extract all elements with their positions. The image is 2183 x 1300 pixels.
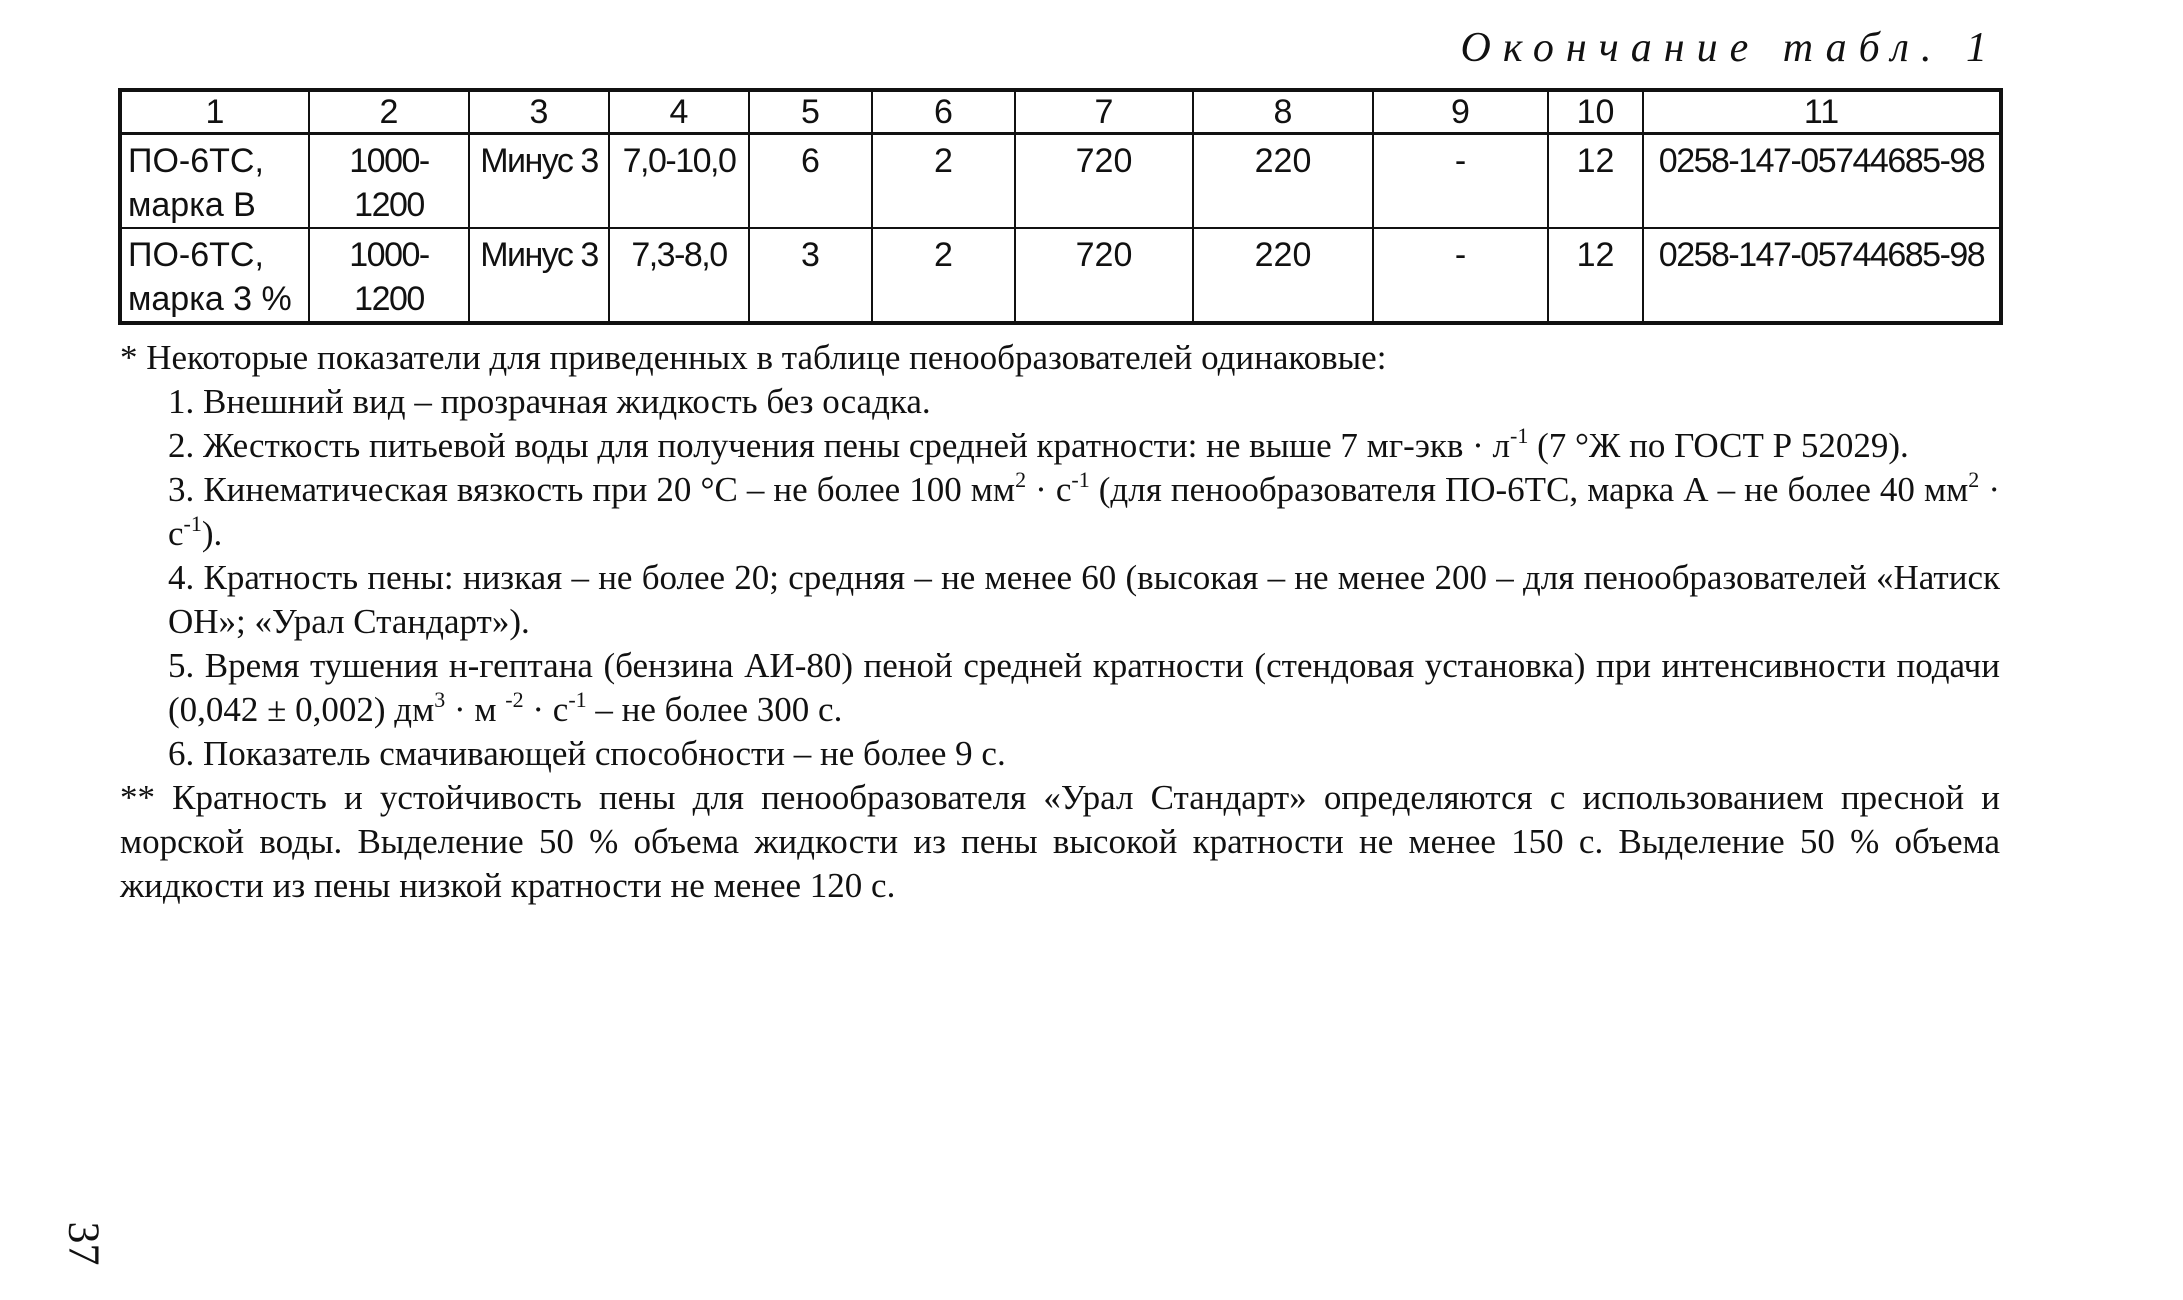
note-item-1: 1. Внешний вид – прозрачная жидкость без осадка.	[168, 382, 931, 421]
table-cell: 6	[749, 134, 872, 229]
header-cell: 7	[1015, 90, 1193, 134]
superscript: -1	[183, 511, 202, 536]
table-cell: 2	[872, 228, 1015, 323]
header-cell: 11	[1643, 90, 2001, 134]
table-cell: 12	[1548, 228, 1643, 323]
table-cell: 7,3-8,0	[609, 228, 749, 323]
note-text: 5. Время тушения н-гептана (бензина АИ-80) пеной средней кратности (стендовая установка) при интенсивности подачи (0,042 ± 0,002) дм	[168, 646, 2000, 729]
note-text: · с	[1026, 470, 1072, 509]
superscript: -1	[568, 687, 587, 712]
product-grade: марка 3 %	[128, 280, 292, 318]
header-cell: 2	[309, 90, 469, 134]
table-cell: 2	[872, 134, 1015, 229]
header-cell: 5	[749, 90, 872, 134]
superscript: 3	[434, 687, 446, 712]
note-text: (7 °Ж по ГОСТ Р 52029).	[1528, 426, 1909, 465]
page-number: 37	[59, 1221, 109, 1266]
note-text: (для пенообразователя ПО-6ТС, марка А – не более 40 мм	[1089, 470, 1969, 509]
header-cell: 1	[120, 90, 309, 134]
table-cell: 720	[1015, 134, 1193, 229]
table-notes	[120, 336, 2000, 908]
header-cell: 9	[1373, 90, 1548, 134]
superscript: -1	[1071, 467, 1090, 492]
table-cell: 7,0-10,0	[609, 134, 749, 229]
header-cell: 3	[469, 90, 609, 134]
product-name: ПО-6ТС,	[128, 142, 264, 180]
header-cell: 4	[609, 90, 749, 134]
note-text: 3. Кинематическая вязкость при 20 °С – не более 100 мм	[168, 470, 1016, 509]
table-row	[120, 228, 2001, 323]
note-text: · м	[445, 690, 506, 729]
product-grade: марка В	[128, 186, 256, 224]
table-cell: 720	[1015, 228, 1193, 323]
table-continuation-title: Окончание табл. 1	[1460, 25, 1999, 71]
table-cell: Минус 3	[469, 134, 609, 229]
note-text: ).	[201, 514, 223, 553]
table-cell: 3	[749, 228, 872, 323]
note-item-3	[120, 468, 2000, 556]
superscript: 2	[1968, 467, 1980, 492]
note-item-4: 4. Кратность пены: низкая – не более 20; средняя – не менее 60 (высокая – не менее 200 – для пенообразователей «Натиск ОН»; «Урал Стандарт»).	[168, 558, 2000, 641]
table-cell: -	[1373, 228, 1548, 323]
table-cell: 12	[1548, 134, 1643, 229]
table-cell: 0258-147-05744685-98	[1643, 134, 2001, 229]
note-intro: * Некоторые показатели для приведенных в таблице пенообразователей одинаковые:	[120, 338, 1387, 377]
table-cell: 1000-1200	[309, 134, 469, 229]
note-text: · с	[168, 470, 2000, 553]
table-row	[120, 134, 2001, 229]
table-cell: 220	[1193, 228, 1373, 323]
table-cell: Минус 3	[469, 228, 609, 323]
table-cell: -	[1373, 134, 1548, 229]
note-text: – не более 300 с.	[586, 690, 843, 729]
superscript: -2	[505, 687, 524, 712]
note-double-asterisk: ** Кратность и устойчивость пены для пенообразователя «Урал Стандарт» определяются с использованием пресной и морской воды. Выделение 50 % объема жидкости из пены высокой кратности не менее 150 с. Выделение 50 % объема жидкости из пены низкой кратности не менее 120 с.	[120, 778, 2000, 905]
note-text: 2. Жесткость питьевой воды для получения пены средней кратности: не выше 7 мг-экв · л	[168, 426, 1510, 465]
header-cell: 10	[1548, 90, 1643, 134]
note-item-2	[120, 424, 2000, 468]
header-cell: 8	[1193, 90, 1373, 134]
superscript: 2	[1015, 467, 1027, 492]
product-name: ПО-6ТС,	[128, 236, 264, 274]
note-item-6: 6. Показатель смачивающей способности – не более 9 с.	[168, 734, 1006, 773]
superscript: -1	[1510, 423, 1529, 448]
spec-table	[118, 88, 2003, 325]
note-text: · с	[523, 690, 569, 729]
table-header-row	[120, 90, 2001, 134]
table-cell: 220	[1193, 134, 1373, 229]
note-item-5	[120, 644, 2000, 732]
header-cell: 6	[872, 90, 1015, 134]
table-cell: 1000-1200	[309, 228, 469, 323]
table-cell: 0258-147-05744685-98	[1643, 228, 2001, 323]
product-name-cell	[120, 228, 309, 323]
product-name-cell	[120, 134, 309, 229]
